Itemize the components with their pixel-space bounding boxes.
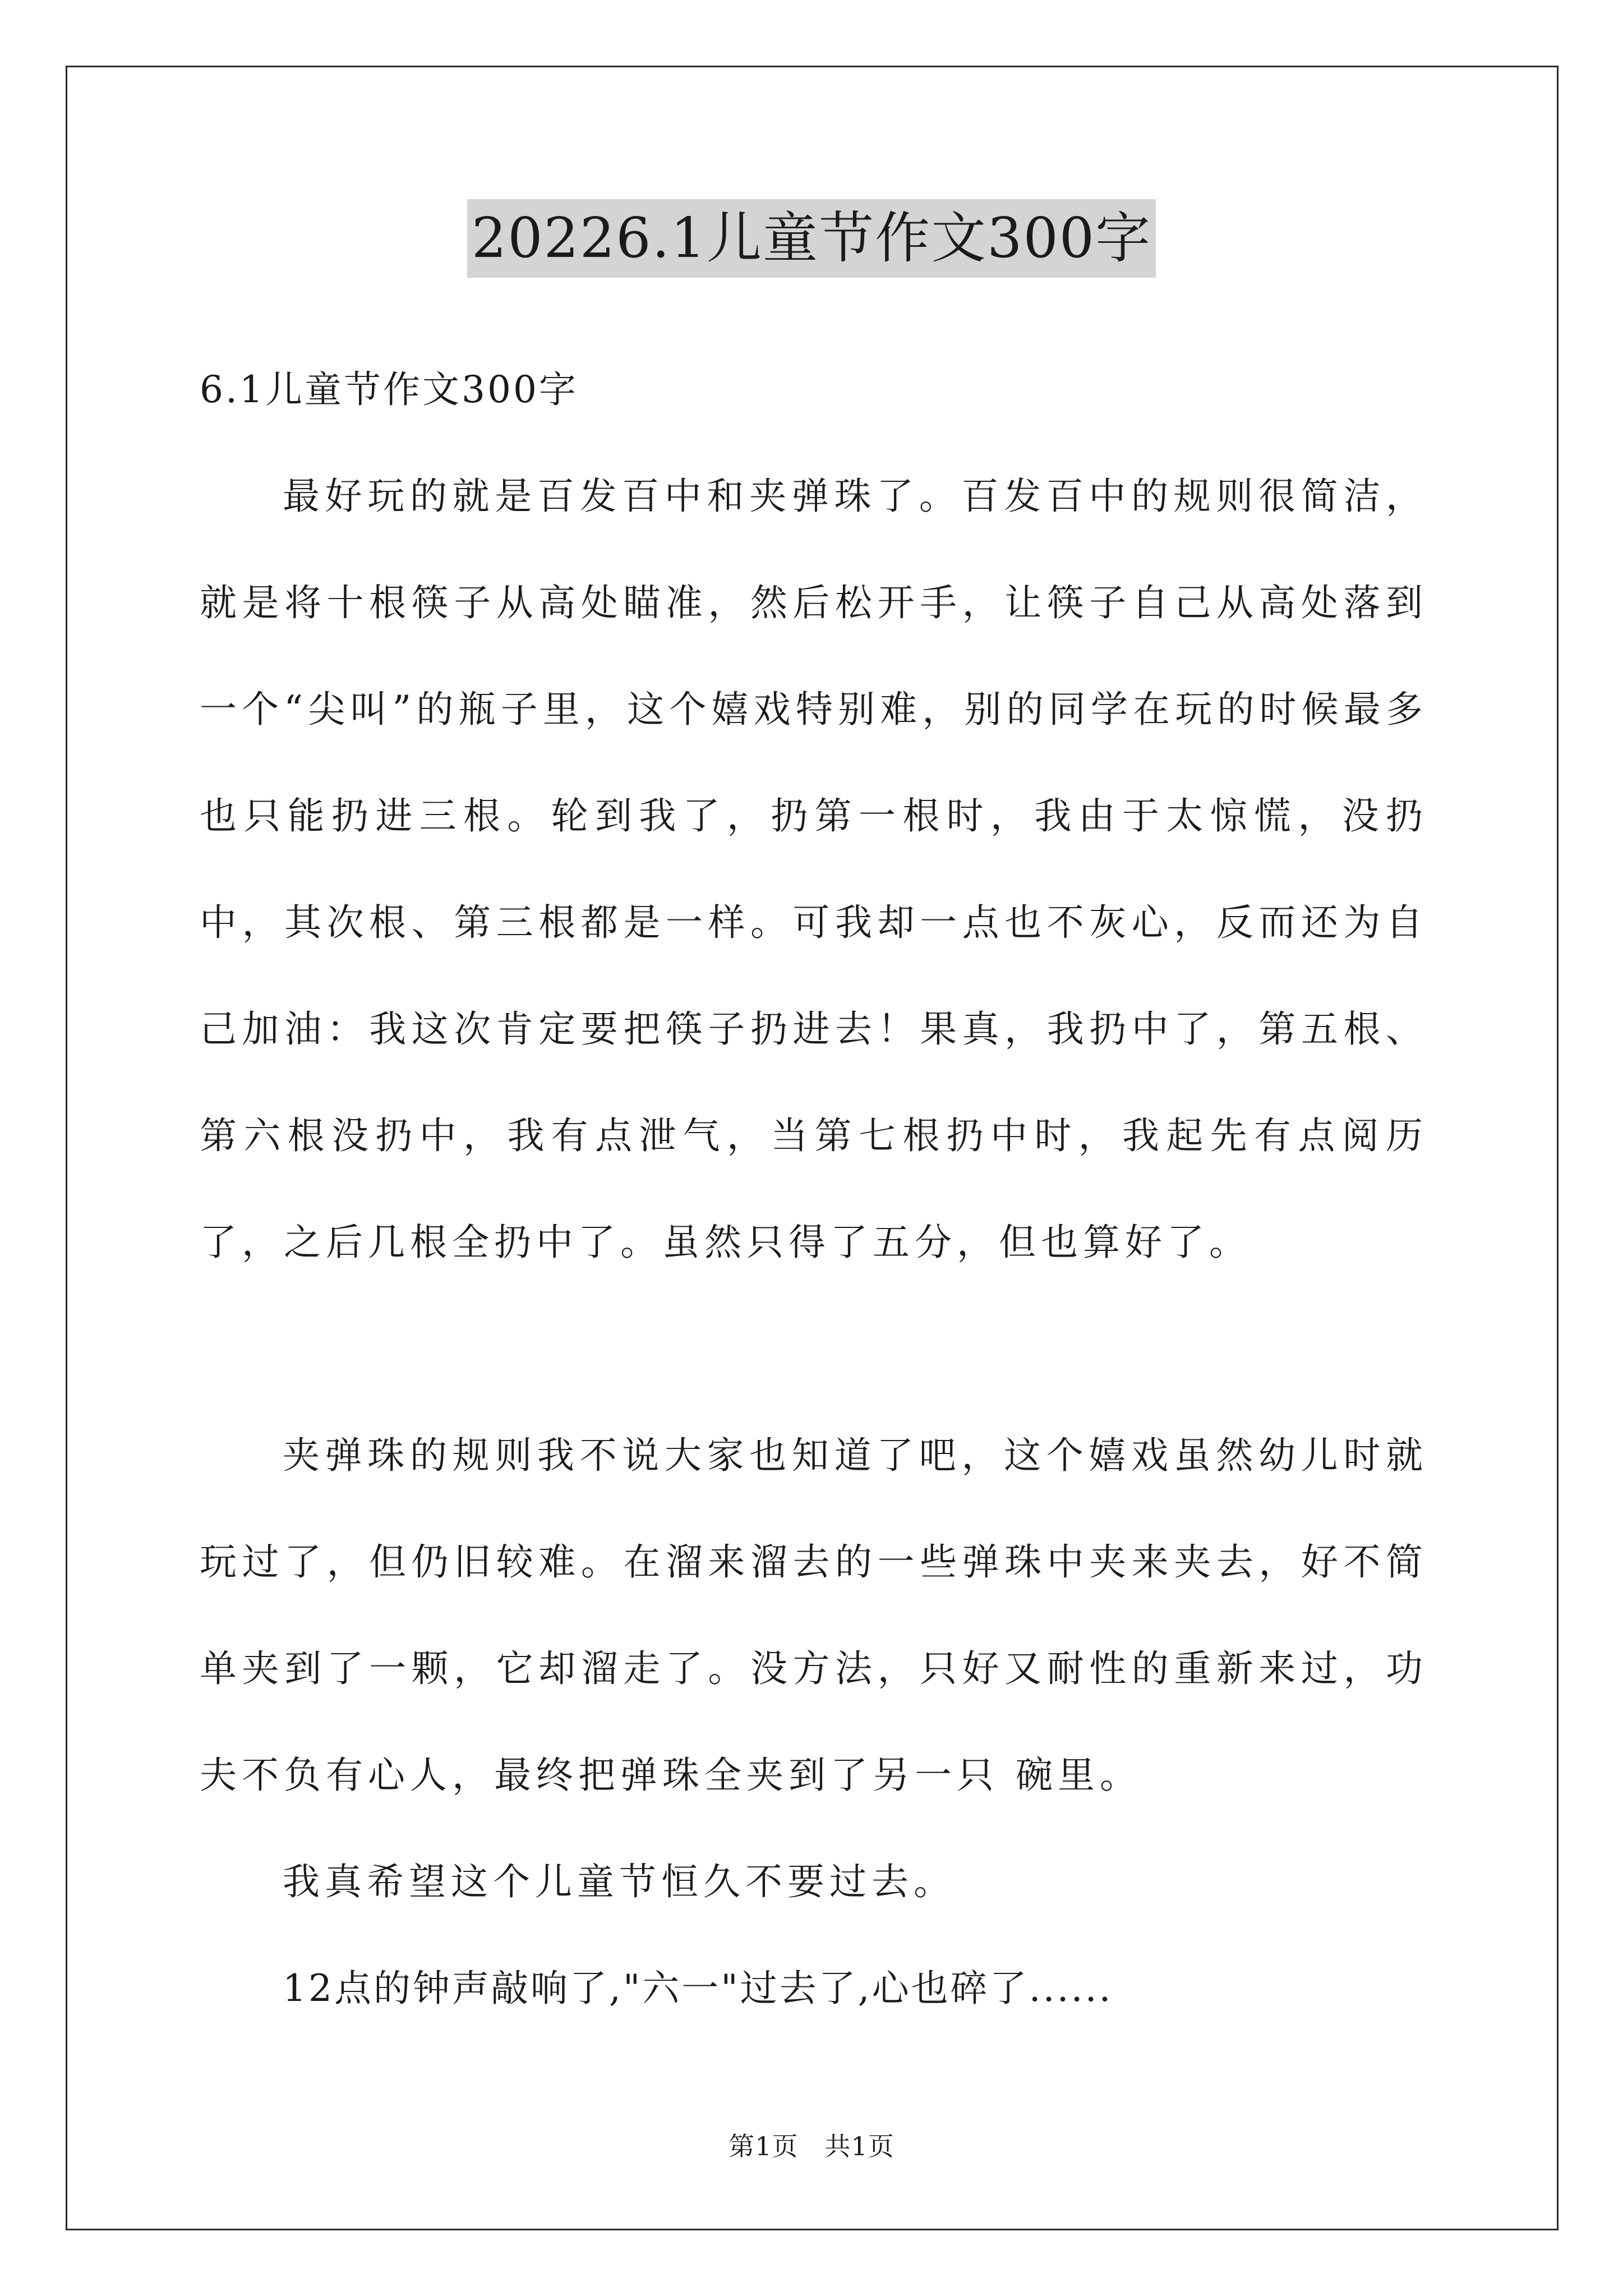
document-subtitle: 6.1儿童节作文300字	[200, 368, 578, 411]
paragraph-3: 我真希望这个儿童节恒久不要过去。	[283, 1860, 956, 1903]
paragraph-2: 夹弹珠的规则我不说大家也知道了吧，这个嬉戏虽然幼儿时就玩过了，但仍旧较难。在溜来溜去的一些弹珠中夹来夹去，好不简单夹到了一颗，它却溜走了。没方法，只好又耐性的重新来过，功夫不负有心人，最终把弹珠全夹到了另一只 碗里。	[200, 1434, 1428, 1797]
document-title: 20226.1儿童节作文300字	[467, 199, 1156, 278]
paragraph-gap	[200, 1296, 1428, 1402]
title-wrapper	[0, 199, 1623, 278]
page-footer: 第1页 共1页	[728, 2131, 895, 2161]
document-body	[200, 337, 1428, 2042]
paragraph-4: 12点的钟声敲响了,"六一"过去了,心也碎了......	[283, 1967, 1113, 2010]
paragraph-1: 最好玩的就是百发百中和夹弹珠了。百发百中的规则很简洁，就是将十根筷子从高处瞄准，然后松开手，让筷子自己从高处落到一个“尖叫”的瓶子里，这个嬉戏特别难，别的同学在玩的时候最多也只能扔进三根。轮到我了，扔第一根时，我由于太惊慌，没扔中，其次根、第三根都是一样。可我却一点也不灰心，反而还为自己加油：我这次肯定要把筷子扔进去！果真，我扔中了，第五根、第六根没扔中，我有点泄气，当第七根扔中时，我起先有点阅历了，之后几根全扔中了。虽然只得了五分，但也算好了。	[200, 475, 1428, 1264]
